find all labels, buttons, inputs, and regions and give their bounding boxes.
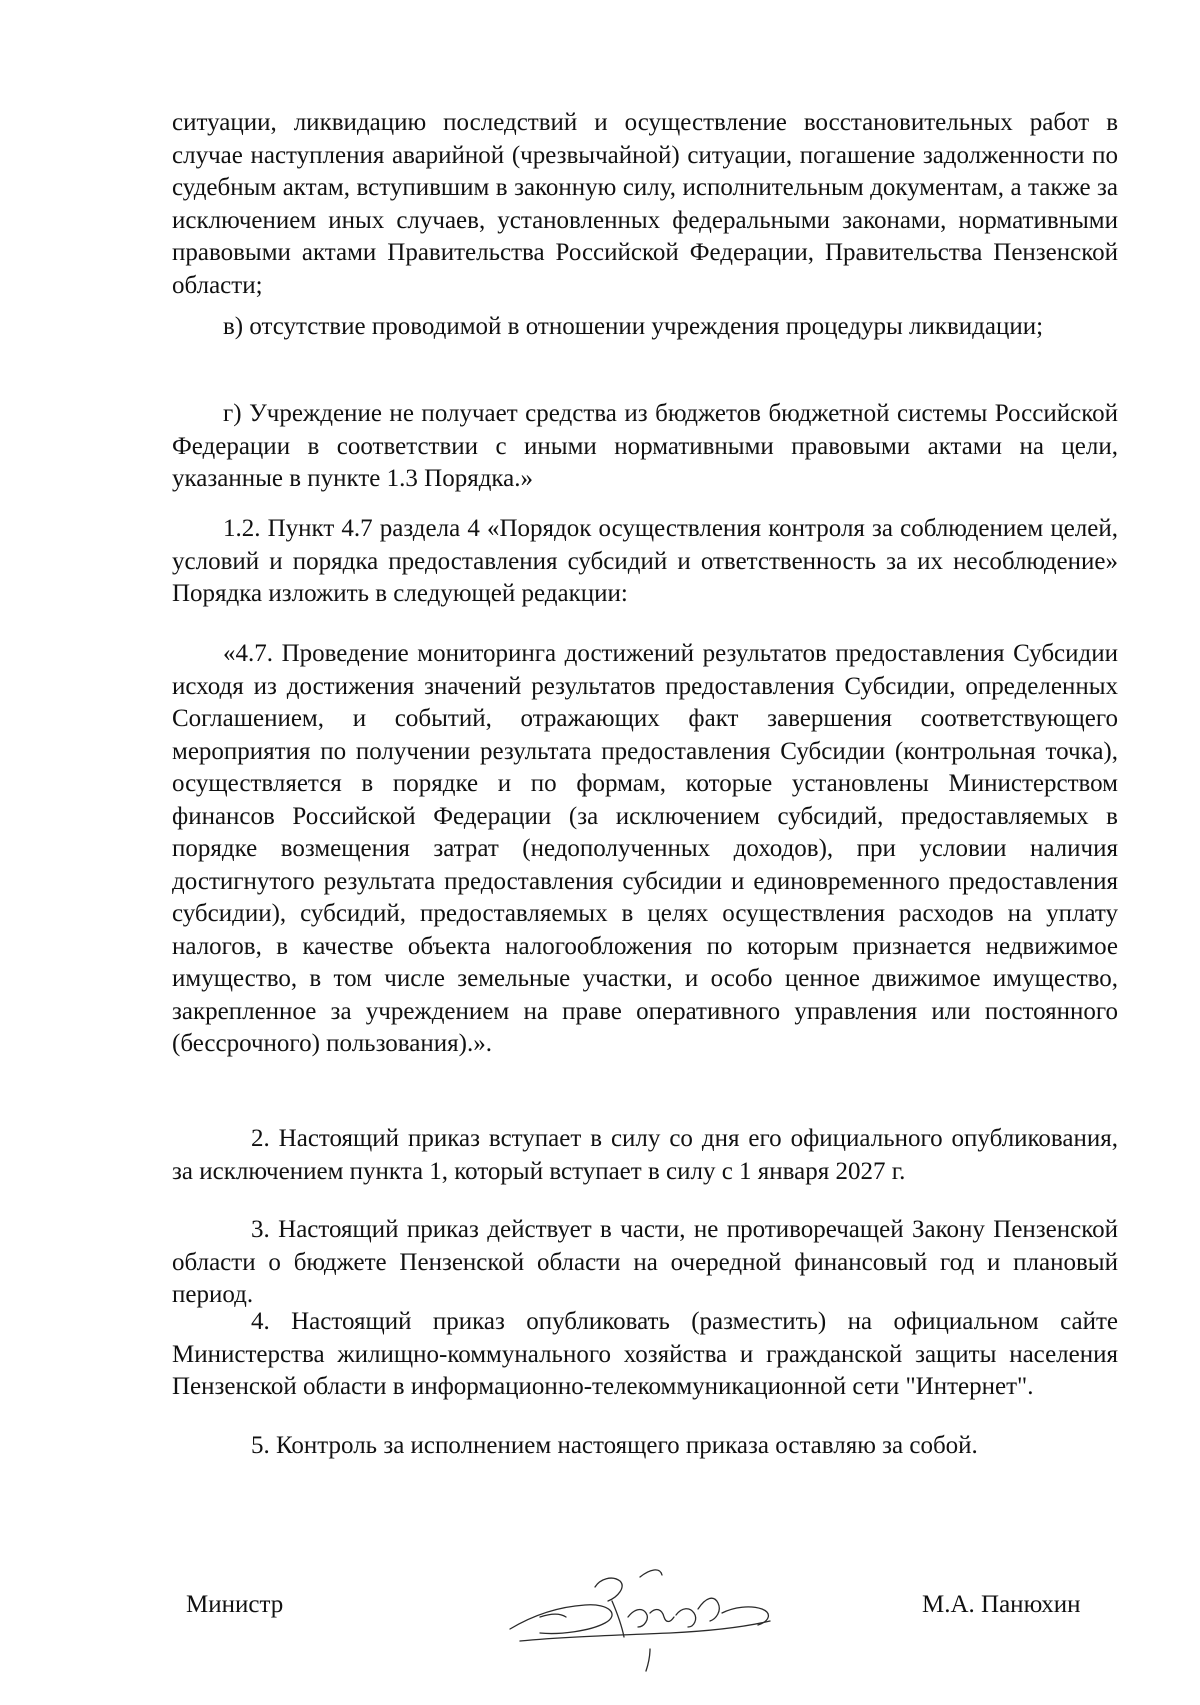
body-paragraph-1	[172, 107, 1118, 302]
body-paragraph-9	[172, 1430, 1118, 1463]
body-paragraph-6	[172, 1123, 1118, 1188]
body-paragraph-4	[172, 513, 1118, 611]
body-paragraph-5	[172, 638, 1118, 1061]
signatory-name: М.А. Панюхин	[922, 1591, 1081, 1618]
paragraph-text: 2. Настоящий приказ вступает в силу со дня его официального опубликования, за исключением пункта 1, который вступает в силу с 1 января 2027 г.	[172, 1125, 1118, 1185]
paragraph-text: 4. Настоящий приказ опубликовать (разместить) на официальном сайте Министерства жилищно-коммунального хозяйства и гражданской защиты населения Пензенской области в информационно-телекоммуникационной сети "Интернет".	[172, 1308, 1118, 1400]
body-paragraph-7	[172, 1214, 1118, 1312]
paragraph-text: ситуации, ликвидацию последствий и осуществление восстановительных работ в случае наступления аварийной (чрезвычайной) ситуации, погашение задолженности по судебным актам, вступившим в законную силу, исполнительным документам, а также за исключением иных случаев, установленных федеральными законами, нормативными правовыми актами Правительства Российской Федерации, Правительства Пензенской области;	[172, 109, 1118, 299]
paragraph-text: в) отсутствие проводимой в отношении учреждения процедуры ликвидации;	[223, 313, 1044, 340]
body-paragraph-3	[172, 398, 1118, 496]
body-paragraph-2	[172, 311, 1118, 344]
paragraph-text: 5. Контроль за исполнением настоящего приказа оставляю за собой.	[251, 1432, 978, 1459]
paragraph-text: г) Учреждение не получает средства из бюджетов бюджетной системы Российской Федерации в соответствии с иными нормативными правовыми актами на цели, указанные в пункте 1.3 Порядка.»	[172, 400, 1118, 492]
handwritten-signature	[500, 1557, 790, 1677]
signatory-title: Министр	[186, 1591, 284, 1618]
paragraph-text: 1.2. Пункт 4.7 раздела 4 «Порядок осуществления контроля за соблюдением целей, условий и порядка предоставления субсидий и ответственность за их несоблюдение» Порядка изложить в следующей редакции:	[172, 515, 1118, 607]
paragraph-text: 3. Настоящий приказ действует в части, не противоречащей Закону Пензенской области о бюджете Пензенской области на очередной финансовый год и плановый период.	[172, 1216, 1118, 1308]
body-paragraph-8	[172, 1306, 1118, 1404]
signature-block	[0, 1575, 1200, 1705]
paragraph-text: «4.7. Проведение мониторинга достижений результатов предоставления Субсидии исходя из достижения значений результатов предоставления Субсидии, определенных Соглашением, и событий, отражающих факт завершения соответствующего мероприятия по получении результата предоставления Субсидии (контрольная точка), осуществляется в порядке и по формам, которые установлены Министерством финансов Российской Федерации (за исключением субсидий, предоставляемых в порядке возмещения затрат (недополученных доходов), при условии наличия достигнутого результата предоставления субсидии и единовременного предоставления субсидии), субсидий, предоставляемых в целях осуществления расходов на уплату налогов, в качестве объекта налогообложения по которым признается недвижимое имущество, в том числе земельные участки, и особо ценное движимое имущество, закрепленное за учреждением на праве оперативного управления или постоянного (бессрочного) пользования).».	[172, 640, 1118, 1057]
